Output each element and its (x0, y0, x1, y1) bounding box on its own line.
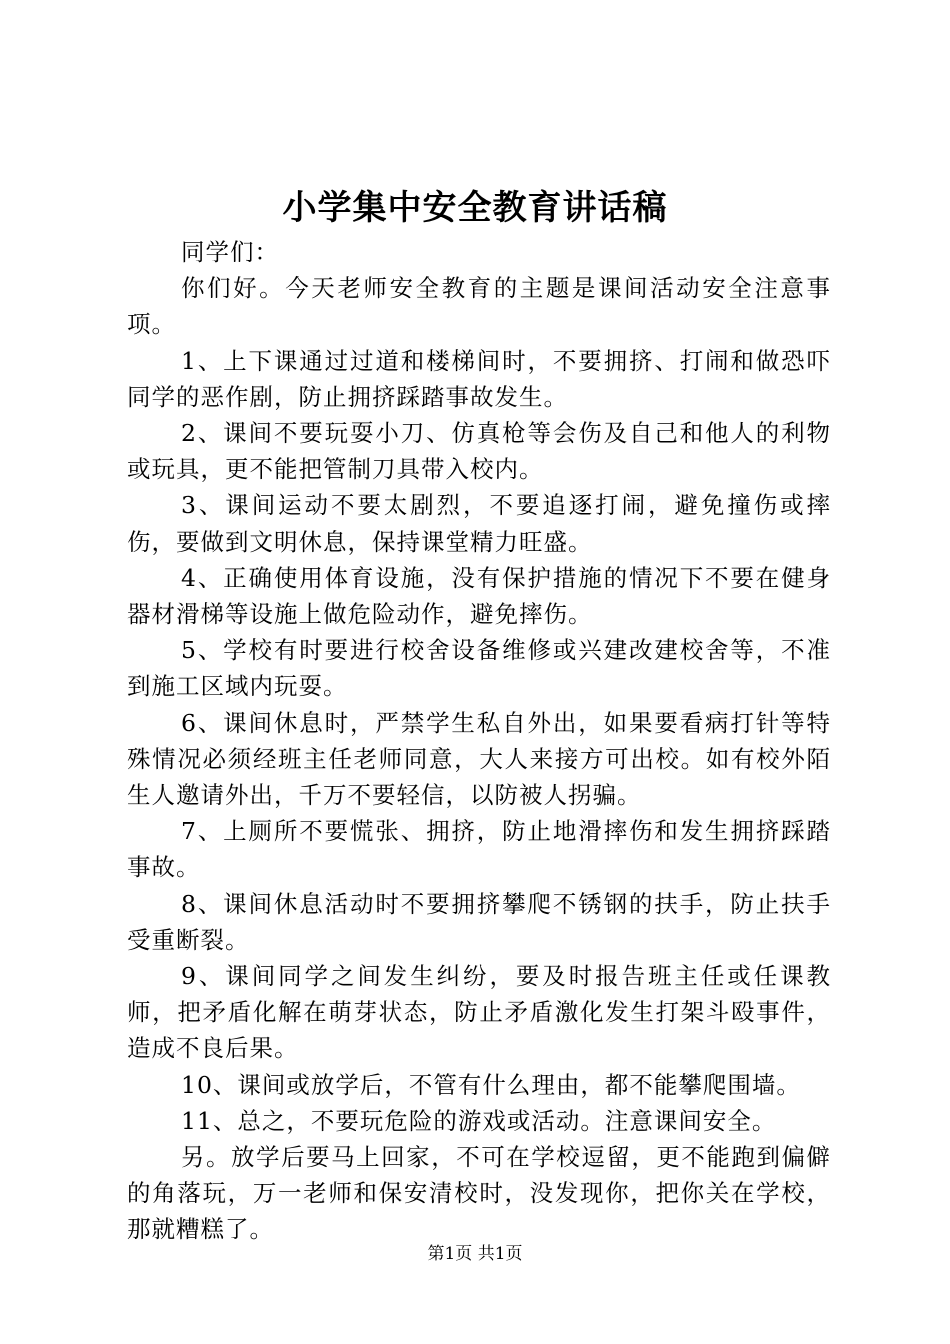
paragraph-item-3: 3、课间运动不要太剧烈，不要追逐打闹，避免撞伤或摔伤，要做到文明休息，保持课堂精力旺盛。 (127, 491, 831, 556)
page-footer: 第1页 共1页 (427, 1244, 523, 1264)
paragraph-item-6: 6、课间休息时，严禁学生私自外出，如果要看病打针等特殊情况必须经班主任老师同意，大人来接方可出校。如有校外陌生人邀请外出，千万不要轻信，以防被人拐骗。 (127, 708, 831, 810)
paragraph-item-9: 9、课间同学之间发生纠纷，要及时报告班主任或任课教师，把矛盾化解在萌芽状态，防止矛盾激化发生打架斗殴事件，造成不良后果。 (127, 962, 831, 1063)
paragraph-item-8: 8、课间休息活动时不要拥挤攀爬不锈钢的扶手，防止扶手受重断裂。 (127, 889, 831, 954)
document-title: 小学集中安全教育讲话稿 (282, 188, 668, 228)
paragraph-item-10: 10、课间或放学后，不管有什么理由，都不能攀爬围墙。 (181, 1070, 801, 1099)
document-body (127, 234, 831, 1248)
paragraph-closing: 另。放学后要马上回家，不可在学校逗留，更不能跑到偏僻的角落玩，万一老师和保安清校时，没发现你，把你关在学校，那就糟糕了。 (127, 1143, 831, 1244)
paragraph-item-11: 11、总之，不要玩危险的游戏或活动。注意课间安全。 (181, 1106, 777, 1135)
paragraph-greeting: 同学们： (181, 238, 279, 266)
paragraph-item-4: 4、正确使用体育设施，没有保护措施的情况下不要在健身器材滑梯等设施上做危险动作，避免摔伤。 (127, 563, 831, 629)
paragraph-intro: 你们好。今天老师安全教育的主题是课间活动安全注意事项。 (127, 274, 831, 339)
paragraph-item-2: 2、课间不要玩耍小刀、仿真枪等会伤及自己和他人的利物或玩具，更不能把管制刀具带入校内。 (127, 419, 831, 484)
paragraph-item-5: 5、学校有时要进行校舍设备维修或兴建改建校舍等，不准到施工区域内玩耍。 (127, 636, 831, 701)
paragraph-item-7: 7、上厕所不要慌张、拥挤，防止地滑摔伤和发生拥挤踩踏事故。 (127, 817, 831, 882)
paragraph-item-1: 1、上下课通过过道和楼梯间时，不要拥挤、打闹和做恐吓同学的恶作剧，防止拥挤踩踏事故发生。 (127, 346, 831, 411)
